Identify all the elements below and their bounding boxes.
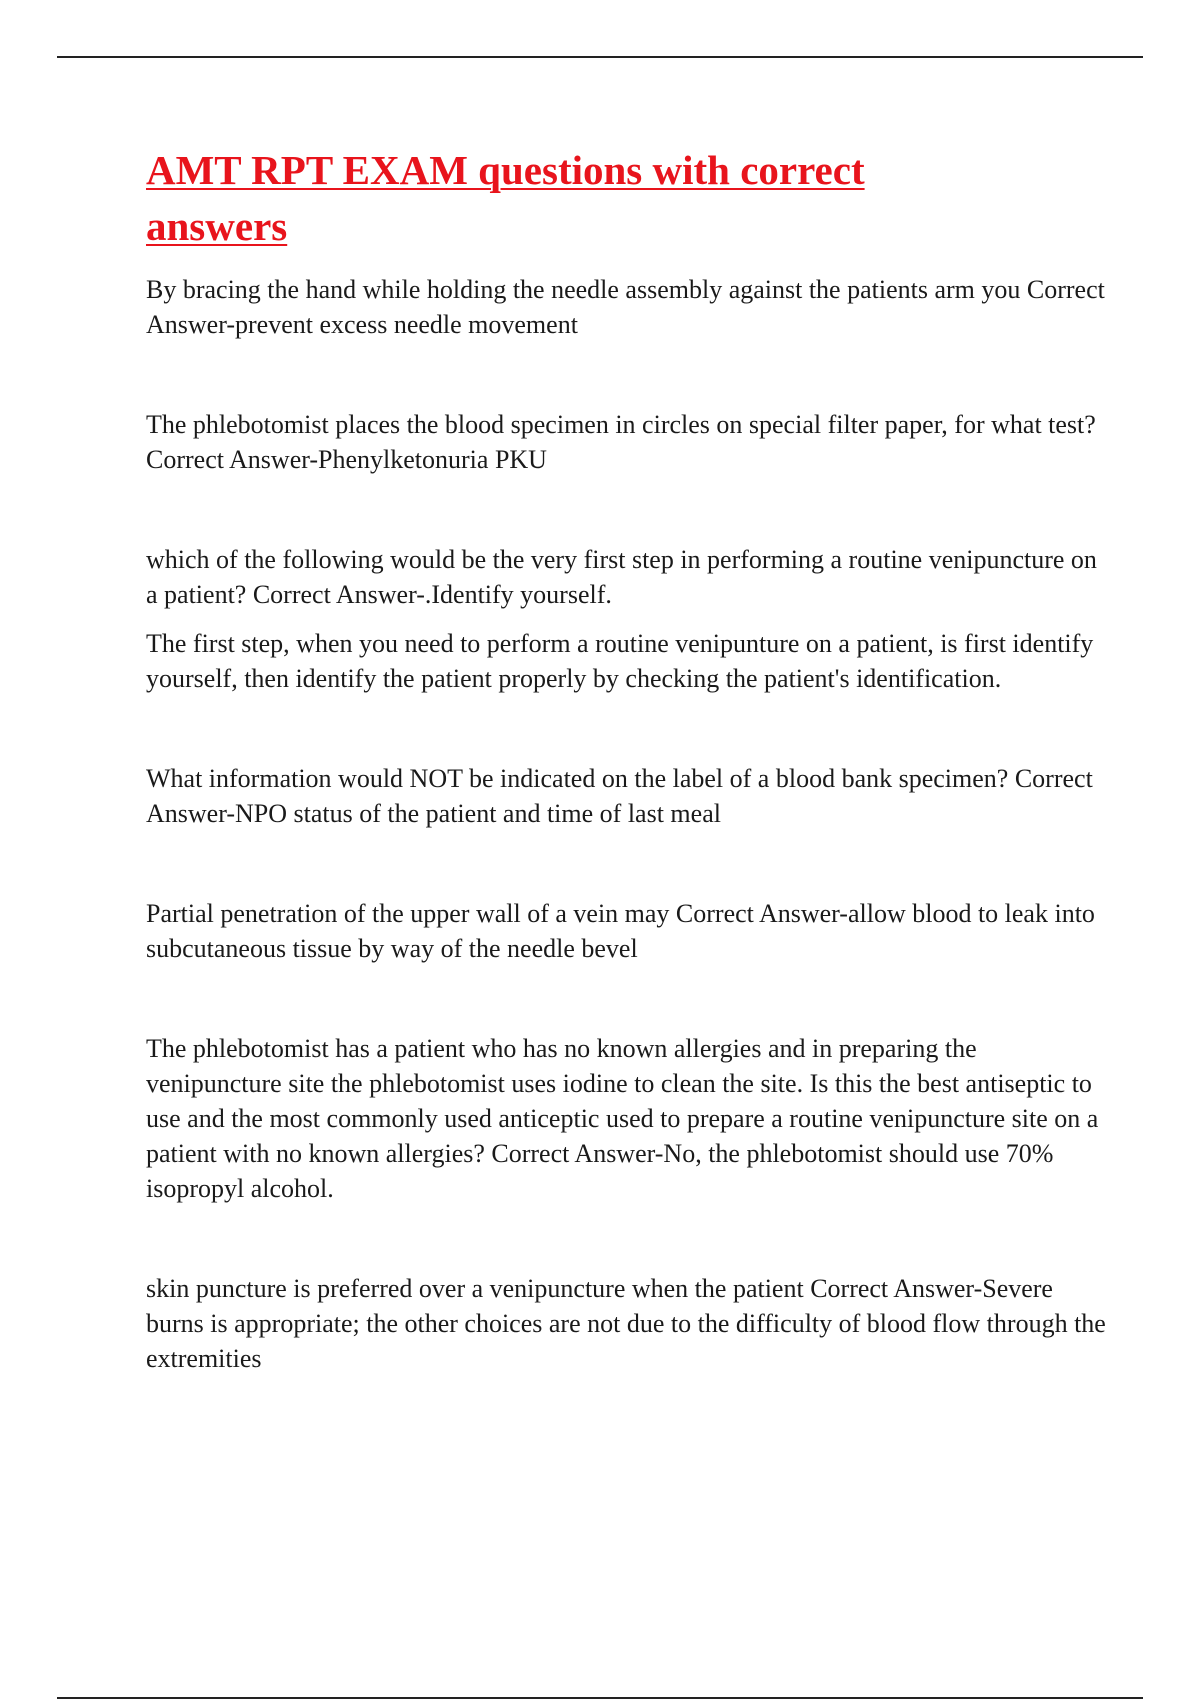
- top-rule: [57, 56, 1143, 58]
- qa-entry-3: which of the following would be the very first step in performing a routine venipuncture on a patient? Correct Answer-.Identify yourself.: [146, 545, 1097, 609]
- bottom-rule: [57, 1697, 1143, 1699]
- document-body: [146, 142, 1106, 1376]
- qa-entry-7: skin puncture is preferred over a venipuncture when the patient Correct Answer-Severe burns is appropriate; the other choices are not due to the difficulty of blood flow through the extremities: [146, 1274, 1106, 1373]
- qa-entry-4: What information would NOT be indicated on the label of a blood bank specimen? Correct Answer-NPO status of the patient and time of last meal: [146, 764, 1093, 828]
- qa-entry-5: Partial penetration of the upper wall of a vein may Correct Answer-allow blood to leak into subcutaneous tissue by way of the needle bevel: [146, 899, 1095, 963]
- qa-entry-1: By bracing the hand while holding the needle assembly against the patients arm you Correct Answer-prevent excess needle movement: [146, 275, 1105, 339]
- qa-entry-6: The phlebotomist has a patient who has no known allergies and in preparing the venipuncture site the phlebotomist uses iodine to clean the site. Is this the best antiseptic to use and the most commonly used anticeptic used to prepare a routine venipuncture site on a patient with no known allergies? Correct Answer-No, the phlebotomist should use 70% isopropyl alcohol.: [146, 1034, 1099, 1203]
- qa-entry-2: The phlebotomist places the blood specimen in circles on special filter paper, for what test? Correct Answer-Phenylketonuria PKU: [146, 410, 1096, 474]
- document-title: AMT RPT EXAM questions with correct answers: [146, 147, 865, 249]
- qa-entry-3-explanation: The first step, when you need to perform a routine venipunture on a patient, is first identify yourself, then identify the patient properly by checking the patient's identification.: [146, 629, 1094, 693]
